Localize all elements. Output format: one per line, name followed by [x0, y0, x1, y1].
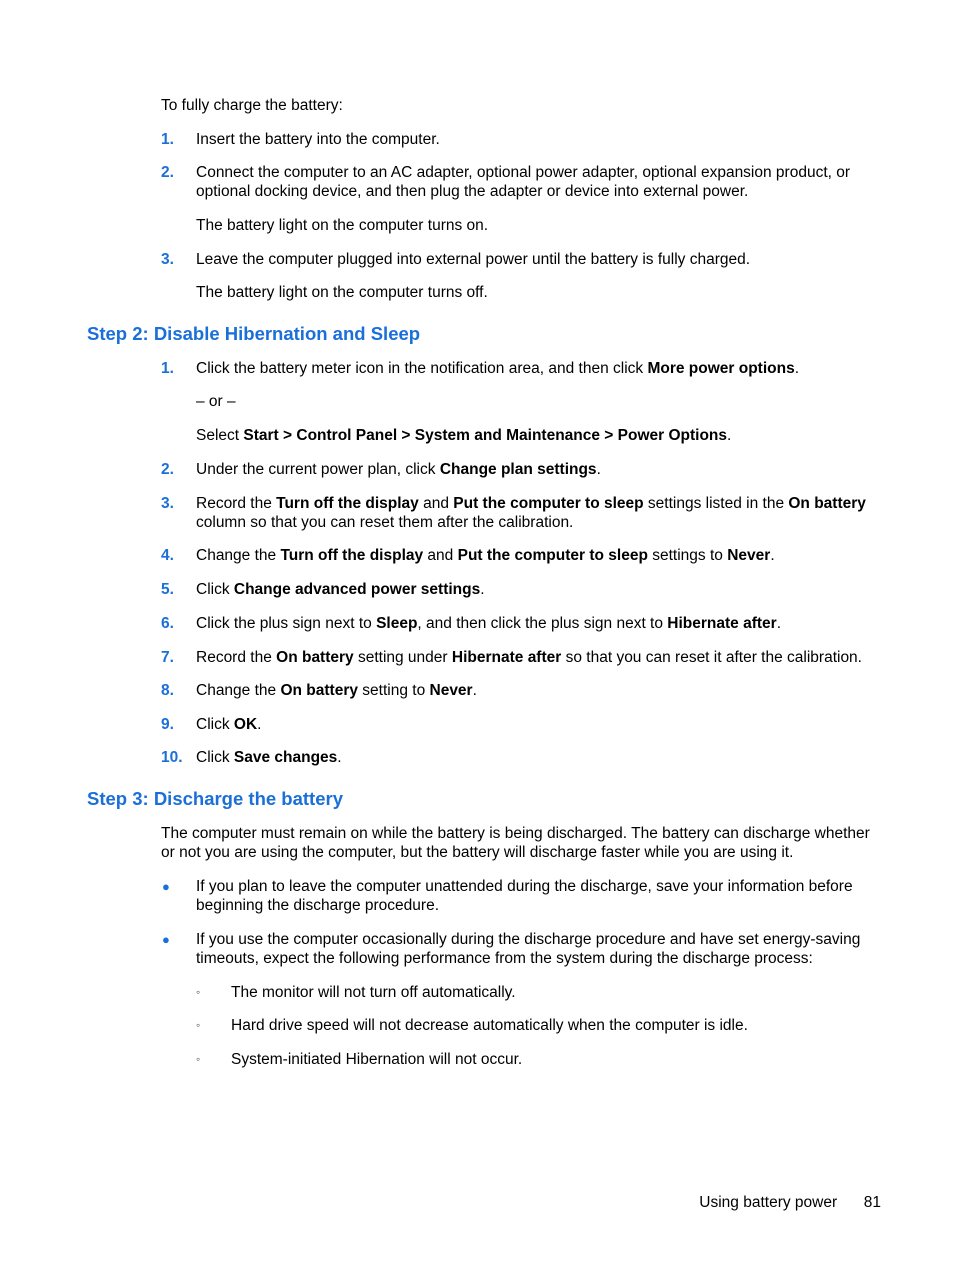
- step-text: Under the current power plan, click Change plan settings.: [196, 461, 601, 478]
- note-light-on: The battery light on the computer turns on.: [196, 217, 489, 234]
- step-number: 9.: [161, 716, 174, 733]
- bullet-text: If you plan to leave the computer unattended during the discharge, save your information before beginning the discharge procedure.: [196, 878, 853, 914]
- step-number: 7.: [161, 649, 174, 666]
- step-number: 1.: [161, 131, 174, 148]
- step3-paragraph: The computer must remain on while the battery is being discharged. The battery can discharge whether or not you are using the computer, but the battery will discharge faster while you are using it.: [161, 825, 870, 861]
- select-path-text: Select Start > Control Panel > System and Maintenance > Power Options.: [196, 427, 732, 444]
- or-separator: – or –: [196, 393, 236, 410]
- step-number: 3.: [161, 495, 174, 512]
- step-text: Click Change advanced power settings.: [196, 581, 485, 598]
- bullet-icon: ●: [162, 879, 170, 894]
- step-text: Click OK.: [196, 716, 262, 733]
- step-text: Click the plus sign next to Sleep, and then click the plus sign next to Hibernate after.: [196, 615, 782, 632]
- bullet-icon: ●: [162, 932, 170, 947]
- footer-section-title: Using battery power: [699, 1194, 838, 1211]
- intro-text: To fully charge the battery:: [161, 97, 343, 114]
- step-text: Record the On battery setting under Hibernate after so that you can reset it after the calibration.: [196, 649, 862, 666]
- note-light-off: The battery light on the computer turns off.: [196, 284, 488, 301]
- step-number: 3.: [161, 251, 174, 268]
- sub-bullet-text: Hard drive speed will not decrease automatically when the computer is idle.: [231, 1017, 748, 1034]
- step3-heading: Step 3: Discharge the battery: [87, 788, 343, 809]
- step-text: Change the Turn off the display and Put the computer to sleep settings to Never.: [196, 547, 775, 564]
- sub-bullet-icon: ◦: [196, 985, 201, 999]
- step-text: Click Save changes.: [196, 749, 342, 766]
- sub-bullet-text: The monitor will not turn off automatically.: [231, 984, 516, 1001]
- step-text: Connect the computer to an AC adapter, optional power adapter, optional expansion product, or optional docking device, and then plug the adapter or device into external power.: [196, 164, 851, 200]
- sub-bullet-icon: ◦: [196, 1052, 201, 1066]
- step-number: 8.: [161, 682, 174, 699]
- step-text: Record the Turn off the display and Put the computer to sleep settings listed in the On battery column so that you can reset them after the calibration.: [196, 495, 866, 531]
- step-text: Click the battery meter icon in the notification area, and then click More power options.: [196, 360, 800, 377]
- step-number: 4.: [161, 547, 174, 564]
- step2-heading: Step 2: Disable Hibernation and Sleep: [87, 323, 421, 344]
- step-text: Insert the battery into the computer.: [196, 131, 440, 148]
- step-text: Leave the computer plugged into external power until the battery is fully charged.: [196, 251, 751, 268]
- step-number: 2.: [161, 164, 174, 181]
- step-text: Change the On battery setting to Never.: [196, 682, 477, 699]
- page-footer: [699, 1193, 881, 1212]
- bullet-text: If you use the computer occasionally during the discharge procedure and have set energy-saving timeouts, expect the following performance from the system during the discharge process:: [196, 931, 861, 967]
- step-number: 6.: [161, 615, 174, 632]
- step-number: 2.: [161, 461, 174, 478]
- step-number: 10.: [161, 749, 183, 766]
- page-number: 81: [863, 1194, 881, 1211]
- sub-bullet-icon: ◦: [196, 1018, 201, 1032]
- step-number: 5.: [161, 581, 174, 598]
- sub-bullet-text: System-initiated Hibernation will not occur.: [231, 1051, 523, 1068]
- step-number: 1.: [161, 360, 174, 377]
